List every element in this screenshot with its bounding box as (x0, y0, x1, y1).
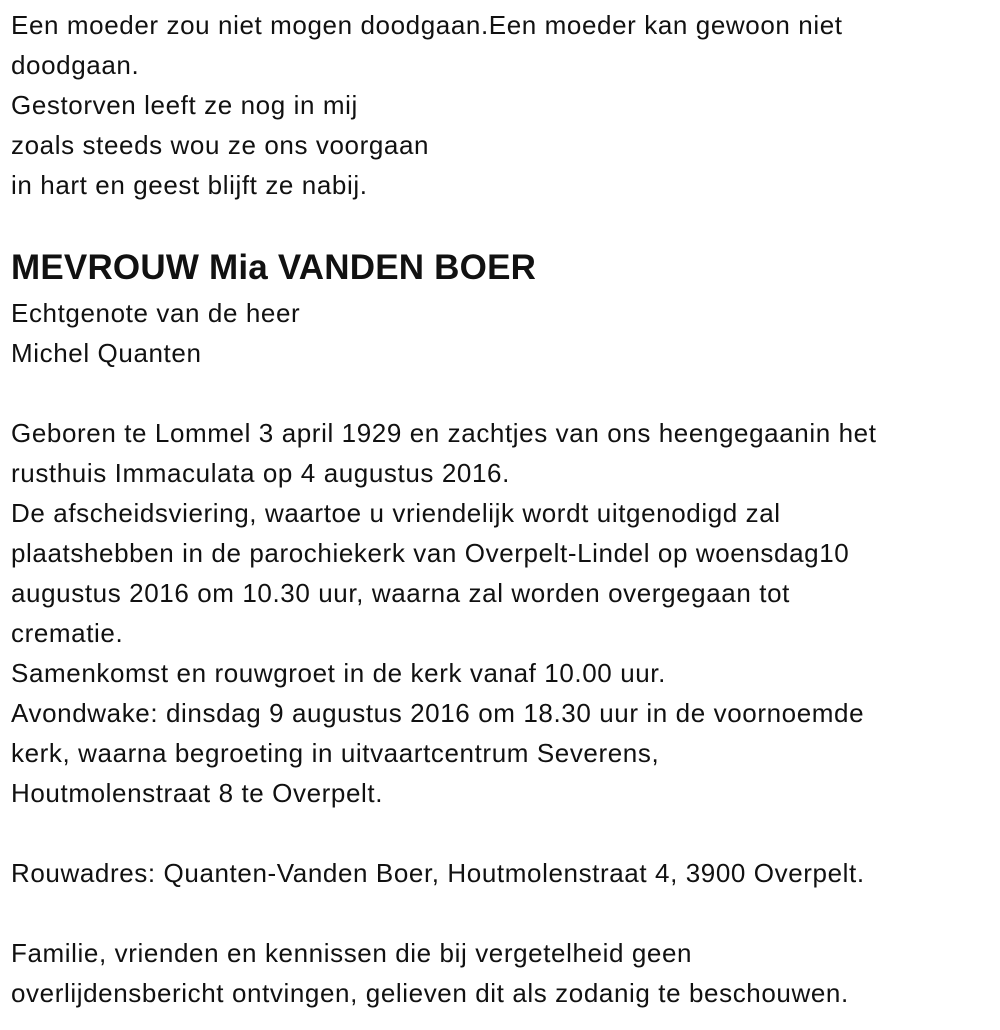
poem-line: Gestorven leeft ze nog in mij (11, 90, 358, 120)
spouse-line: Michel Quanten (11, 338, 202, 368)
spacer (11, 373, 991, 413)
closing-note (11, 933, 991, 1013)
poem-line: Een moeder zou niet mogen doodgaan.Een moeder kan gewoon niet (11, 10, 843, 40)
mourning-address: Rouwadres: Quanten-Vanden Boer, Houtmolenstraat 4, 3900 Overpelt. (11, 858, 865, 888)
spouse-line: Echtgenote van de heer (11, 298, 301, 328)
closing-line: Familie, vrienden en kennissen die bij vergetelheid geen (11, 938, 693, 968)
details-line: crematie. (11, 618, 124, 648)
details-line: kerk, waarna begroeting in uitvaartcentrum Severens, (11, 738, 660, 768)
details-line: augustus 2016 om 10.30 uur, waarna zal worden overgegaan tot (11, 578, 790, 608)
spacer (11, 893, 991, 933)
details-line: Avondwake: dinsdag 9 augustus 2016 om 18.30 uur in de voornoemde (11, 698, 865, 728)
details-line: Samenkomst en rouwgroet in de kerk vanaf 10.00 uur. (11, 658, 666, 688)
obituary-document (11, 5, 991, 1013)
spouse-info (11, 293, 991, 373)
poem-line: zoals steeds wou ze ons voorgaan (11, 130, 430, 160)
details-line: Houtmolenstraat 8 te Overpelt. (11, 778, 384, 808)
funeral-details (11, 413, 991, 813)
deceased-name-heading: MEVROUW Mia VANDEN BOER (11, 248, 537, 287)
poem (11, 5, 991, 205)
poem-line: doodgaan. (11, 50, 140, 80)
poem-line: in hart en geest blijft ze nabij. (11, 170, 368, 200)
closing-line: overlijdensbericht ontvingen, gelieven dit als zodanig te beschouwen. (11, 978, 849, 1008)
details-line: rusthuis Immaculata op 4 augustus 2016. (11, 458, 510, 488)
details-line: De afscheidsviering, waartoe u vriendelijk wordt uitgenodigd zal (11, 498, 781, 528)
details-line: Geboren te Lommel 3 april 1929 en zachtjes van ons heengegaanin het (11, 418, 877, 448)
spacer (11, 813, 991, 853)
details-line: plaatshebben in de parochiekerk van Overpelt-Lindel op woensdag10 (11, 538, 850, 568)
